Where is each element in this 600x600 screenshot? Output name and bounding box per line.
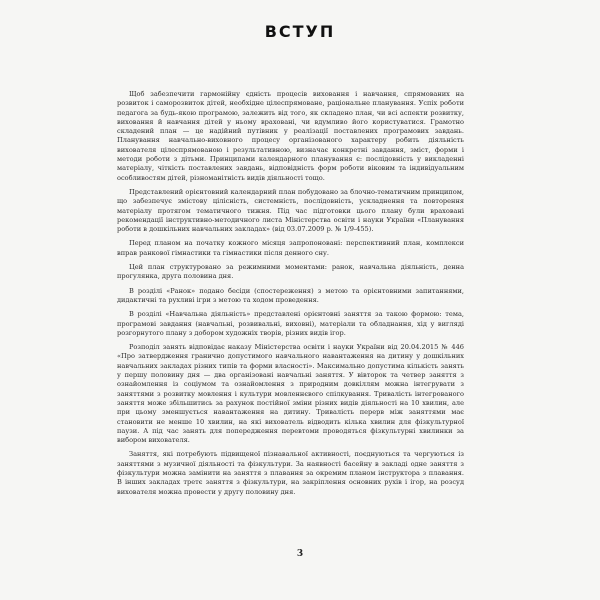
- page-number: 3: [296, 549, 304, 559]
- paragraph: В розділі «Навчальна діяльність» представлені орієнтовні заняття за такою формою: тема, програмові завдання (навчальні, розвивальні, виховні), матеріали та обладнання, хід у вигляді розгорнутого плану з добором художніх творів, різних видів ігор.: [117, 310, 464, 337]
- paragraph: Розподіл занять відповідає наказу Міністерства освіти і науки України від 20.04.2015 № 446 «Про затвердження гранично допустимого навчального навантаження на дитину у дошкільних навчальних закладах різних типів та форми власності». Максимально допустима кількість занять у першу половину дня — два організовані навчальні заняття. У вівторок та четвер заняття з ознайомлення із соціумом та ознайомлення з природним довкіллям можна інтегрувати з заняттями з розвитку мовлення і культури мовленнєвого спілкування. Тривалість інтегрованого заняття може збільшитись за рахунок постійної зміни різних видів діяльності на 10 хвилин, але при цьому зменшується навантаження на дитину. Тривалість перерв між заняттями має становити не менше 10 хвилин, на які вихователь відводить кілька хвилин для фізкультурної паузи. А під час занять для попередження перевтоми проводяться фізкультурні хвилинки за вибором вихователя.: [117, 343, 464, 445]
- paragraph: Заняття, які потребують підвищеної пізнавальної активності, поєднуються та чергуються із заняттями з музичної діяльності та фізкультури. За наявності басейну в закладі одне заняття з фізкультури можна замінити на заняття з плавання за окремим планом інструктора з плавання. В інших закладах третє заняття з фізкультури, на закріплення основних рухів і ігор, на розсуд вихователя можна провести у другу половину дня.: [117, 450, 464, 496]
- paragraph: Щоб забезпечити гармонійну єдність процесів виховання і навчання, спрямованих на розвиток і саморозвиток дітей, необхідне цілеспрямоване, раціональне планування. Успіх роботи педагога за будь-якою програмою, залежить від того, як складено план, чи всі аспекти розвитку, виховання й навчання дітей у ньому враховані, чи вдумливо його користуватися. Грамотно складений план — це надійний путівник у реалізації поставлених програмових завдань. Планування навчально-виховного процесу організованого характеру робить діяльність вихователя цілеспрямованою і результативною, визначає конкретні завдання, зміст, форми і методи роботи з дітьми. Принципами календарного планування є: послідовність у викладенні матеріалу, чіткість поставлених завдань, відповідність форм роботи віковим та індивідуальним особливостям дітей, різноманітність видів діяльності тощо.: [117, 90, 464, 182]
- paragraph: Перед планом на початку кожного місяця запропоновані: перспективний план, комплекси вправ ранкової гімнастики та гімнастики після денного сну.: [117, 239, 464, 257]
- paragraph: Цей план структуровано за режимними моментами: ранок, навчальна діяльність, денна прогулянка, друга половина дня.: [117, 263, 464, 281]
- page-title: ВСТУП: [264, 22, 336, 41]
- paragraph: Представлений орієнтовний календарний план побудовано за блочно-тематичним принципом, що забезпечує змістову цілісність, системність, послідовність, ускладнення та повторення матеріалу протягом тематичного тижня. Під час підготовки цього плану були враховані рекомендації інструктивно-методичного листа Міністерства освіти і науки України «Планування роботи в дошкільних навчальних закладах» (від 03.07.2009 р. № 1/9-455).: [117, 187, 464, 234]
- body-text: [117, 90, 464, 502]
- paragraph: В розділі «Ранок» подано бесіди (спостереження) з метою та орієнтовними запитаннями, дидактичні та рухливі ігри з метою та ходом проведення.: [117, 286, 464, 304]
